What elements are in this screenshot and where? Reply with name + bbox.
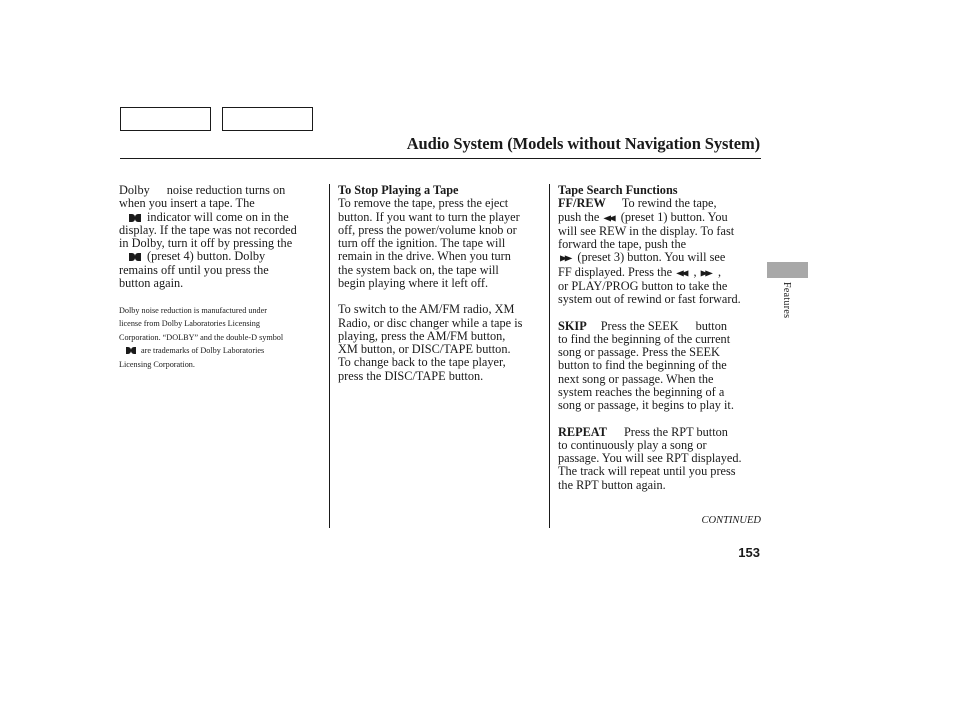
column-dolby <box>119 184 325 371</box>
dolby-double-d-icon <box>129 213 141 222</box>
column-divider-1 <box>329 184 330 528</box>
skip-label: SKIP <box>558 318 587 333</box>
section-tab <box>767 262 808 278</box>
page-number: 153 <box>738 545 760 560</box>
dolby-double-d-icon <box>129 252 141 261</box>
header-box-left <box>120 107 211 131</box>
continued-label: CONTINUED <box>701 515 761 526</box>
column-divider-2 <box>549 184 550 528</box>
rewind-icon: ◀◀ <box>603 213 613 223</box>
column-stop-tape: To Stop Playing a Tape To remove the tape, press the eject button. If you want to turn the player off, press the power/volume knob or turn off the ignition. The tape will remain in the drive. When you turn the system back on, the tape will begin playing where it left off. To switch to the AM/FM radio, XM Radio, or disc changer while a tape is playing, press the AM/FM button, XM button, or DISC/TAPE button. To change back to the tape player, press the DISC/TAPE button. <box>338 184 544 383</box>
header-box-right <box>222 107 313 131</box>
section-heading: Tape Search Functions <box>558 183 678 197</box>
dolby-trademark-note: Dolby noise reduction is manufactured under license from Dolby Laboratories Licensing Corporation. “DOLBY” and the double-D symbol are trademarks of Dolby Laboratories Licensing Corporation. <box>119 306 284 369</box>
repeat-label: REPEAT <box>558 424 607 439</box>
rewind-icon: ◀◀ <box>676 268 686 278</box>
dolby-double-d-icon <box>126 347 136 354</box>
header-rule <box>120 158 761 159</box>
page-title: Audio System (Models without Navigation System) <box>406 134 760 153</box>
column-tape-search: Tape Search Functions FF/REW To rewind the tape, push the ◀◀ (preset 1) button. You will see REW in the display. To fast forward the tape, push the ▶▶ (preset 3) button. You will see FF displayed. Press the ◀◀ , ▶▶ , or PLAY/PROG button to take the system out of rewind or fast forward. SKIP Press the SEEK button to find the beginning of the current song or passage. Press the SEEK button to find the beginning of the next song or passage. When the system reaches the beginning of a song or passage, it begins to play it. REPEAT Press the RPT button to continuously play a song or passage. You will see RPT displayed. The track will repeat until you press the RPT button again. <box>558 184 764 492</box>
fast-forward-icon: ▶▶ <box>700 268 710 278</box>
dolby-paragraph: Dolby noise reduction turns on when you insert a tape. The indicator will come on in the display. If the tape was not recorded in Dolby, turn it off by pressing the (preset 4) button. Dolby remains off until you press the button again. <box>119 183 297 290</box>
section-tab-label: Features <box>781 282 792 319</box>
section-heading: To Stop Playing a Tape <box>338 183 459 197</box>
ffrew-label: FF/REW <box>558 196 606 211</box>
fast-forward-icon: ▶▶ <box>560 254 570 264</box>
